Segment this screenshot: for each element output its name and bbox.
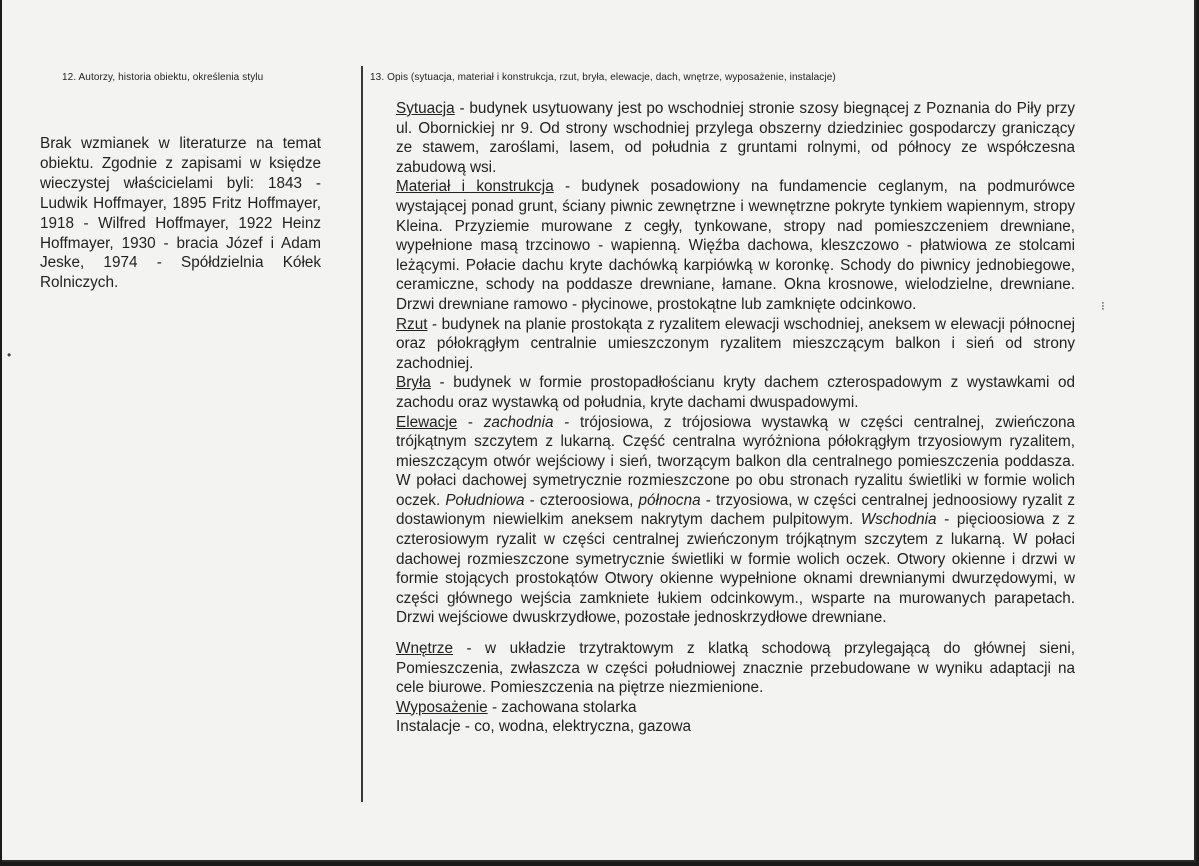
section-body: - czteroosiowa, xyxy=(524,491,639,509)
document-sheet xyxy=(2,0,1196,862)
scan-speck: • xyxy=(7,348,12,362)
section-body: - budynek na planie prostokąta z ryzalitem elewacji wschodniej, aneksem w elewacji północnej oraz półokrągłym centralnie umieszczonym ryzalitem mieszczącym balkon i sień od strony zachodniej. xyxy=(396,315,1075,372)
section-wyposazenie xyxy=(396,698,1075,718)
section-instalacje: Instalacje - co, wodna, elektryczna, gazowa xyxy=(396,718,692,736)
section-sytuacja xyxy=(396,99,1075,177)
section-body: - budynek w formie prostopadłościanu kryty dachem czterospadowym z wystawkami od zachodu oraz wystawką od południa, kryte dachami dwuspadowymi. xyxy=(396,374,1075,411)
section-body: - w układzie trzytraktowym z klatką schodową przylegającą do głównej sieni, Pomieszczenia, zwłaszcza w części południowej znacznie przebudowane w wyniku adaptacji na cele biurowe. Pomieszczenia na piętrze niezmienione. xyxy=(396,640,1075,697)
description-text xyxy=(396,99,1075,737)
section-body: - pięcioosiowa z z czterosiowym ryzalit w części centralnej zwieńczonym trójkątnym szczytem z lukarną. W połaci dachowej rozmieszczone symetrycznie świetliki w formie wolich oczek. Otwory okienne i drzwi w formie stojących prostokątów Otwory okienne wypełnione oknami drewnianymi dwurzędowymi, w części głównego wejścia zamkniete łukiem odcinkowym., wsparte na murowanych parapetach. Drzwi wejściowe dwuskrzydłowe, pozostałe jednoskrzydłowe drewniane. xyxy=(396,511,1075,627)
scan-speck: ⁝ xyxy=(1101,299,1105,313)
section-heading: Rzut xyxy=(396,315,428,333)
facade-west-label: zachodnia xyxy=(483,413,554,431)
column-divider xyxy=(361,66,363,802)
section-heading: Materiał i konstrukcja xyxy=(396,178,554,196)
section-heading: Wyposażenie xyxy=(396,698,488,716)
section-heading: Elewacje xyxy=(396,413,458,431)
section-heading: Bryła xyxy=(396,374,431,392)
section-wnetrze xyxy=(396,639,1075,698)
section-rzut xyxy=(396,315,1075,374)
section-body: - trzyosiowa, w części centralnej jednoosiowy ryzalit z dostawionym niewielkim aneksem nakrytym dachem pulpitowym. xyxy=(396,491,1075,529)
section-elewacje xyxy=(396,413,1075,629)
left-column-header: 12. Autorzy, historia obiektu, określenia stylu xyxy=(62,72,264,83)
section-bryla xyxy=(396,373,1075,412)
section-body: - trójosiowa, z trójosiowa wystawką w części centralnej, zwieńczona trójkątnym szczytem z lukarną. Część centralna wyróżniona półokrągłym trzyosiowym ryzalitem, mieszczącym otwór wejściowy i sień, tworzącym balkon dla centralnego pomieszczenia poddasza. W połaci dachowej symetrycznie rozmieszczone po obu stronach ryzalitu świetliki w formie wolich oczek. xyxy=(396,413,1075,509)
history-text: Brak wzmianek w literaturze na temat obiektu. Zgodnie z zapisami w księdze wieczystej właścicielami byli: 1843 - Ludwik Hoffmayer, 1895 Fritz Hoffmayer, 1918 - Wilfred Hoffmayer, 1922 Heinz Hoffmayer, 1930 - bracia Józef i Adam Jeske, 1974 - Spółdzielnia Kółek Rolniczych. xyxy=(40,135,321,292)
section-body: - budynek posadowiony na fundamencie ceglanym, na podmurówce wystającej ponad grunt, ściany piwnic zewnętrzne i wewnętrzne pokryte tynkiem wapiennym, stropy Kleina. Przyziemie murowane z cegły, tynkowane, stropy nad pomieszczeniem drewniane, wypełnione masą trzcinowo - wapienną. Więźba dachowa, kleszczowo - płatwiowa ze stolcami leżącymi. Połacie dachu kryte dachówką karpiówką w koronkę. Schody do piwnicy jednobiegowe, ceramiczne, schody na poddasze drewniane, łamane. Okna krosnowe, wielodzielne, drewniane. Drzwi drewniane ramowo - płycinowe, prostokątne lub zamknięte odcinkowo. xyxy=(396,178,1076,313)
section-body: - xyxy=(457,413,484,431)
section-heading: Wnętrze xyxy=(396,640,453,658)
section-material xyxy=(396,177,1075,314)
facade-east-label: Wschodnia xyxy=(860,511,937,529)
section-body: - budynek usytuowany jest po wschodniej stronie szosy biegnącej z Poznania do Piły przy ul. Obornickiej nr 9. Od strony wschodniej przylega obszerny dziedziniec gospodarczy graniczący ze stawem, zaroślami, lasem, od południa z gruntami rolnymi, od północy ze współczesna zabudową wsi. xyxy=(396,100,1075,176)
section-heading: Sytuacja xyxy=(396,100,455,117)
facade-north-label: północna xyxy=(638,491,701,509)
right-column-header: 13. Opis (sytuacja, materiał i konstrukcja, rzut, bryła, elewacje, dach, wnętrze, wyposażenie, instalacje) xyxy=(370,72,836,83)
facade-south-label: Południowa xyxy=(445,491,525,509)
section-body: - zachowana stolarka xyxy=(487,698,637,716)
